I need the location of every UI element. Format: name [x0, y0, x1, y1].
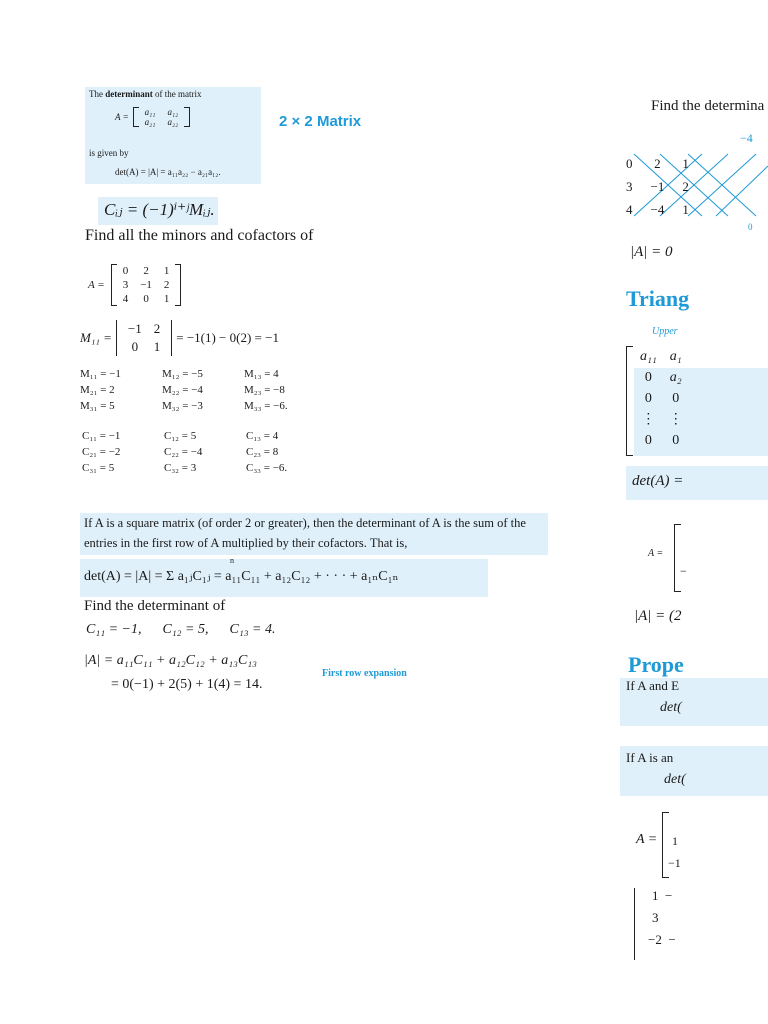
right-find-determinant: Find the determina — [651, 98, 765, 114]
first-row-expansion-tag: First row expansion — [322, 668, 407, 679]
minor-cell: 1 — [153, 339, 161, 354]
matrix-2x2 — [115, 107, 190, 127]
minor-value: M₁₃ = 4 — [244, 368, 279, 380]
minor-value: M₂₃ = −8 — [244, 384, 285, 396]
sum-upper-limit: n — [230, 556, 234, 565]
matrix-cell: 2 — [143, 265, 149, 277]
matrix-cell: 4 — [122, 293, 129, 305]
diag-cell: 0 — [626, 156, 633, 171]
minor-cell: −1 — [127, 321, 142, 336]
det-2x2-formula: det(A) = |A| = a₁₁a₂₂ − a₂₁a₁₂. — [115, 167, 221, 177]
definition-2x2-box — [85, 87, 261, 184]
entry-a11: a₁₁ — [144, 107, 156, 117]
upper-triangular-label: Upper — [652, 326, 678, 337]
tri-cell: 0 — [644, 391, 652, 406]
second-a-row: −1 — [668, 856, 681, 870]
triangular-heading: Triang — [626, 286, 690, 311]
det-a-box — [626, 466, 768, 500]
minor-value: M₁₁ = −1 — [80, 368, 121, 380]
minor-value: M₂₂ = −4 — [162, 384, 203, 396]
minor-value: M₃₁ = 5 — [80, 400, 115, 412]
second-a-row: 1 — [672, 834, 678, 848]
partial-matrix-a — [648, 520, 768, 600]
find-minors-text: Find all the minors and cofactors of — [85, 227, 314, 244]
property-box-1 — [620, 678, 768, 726]
tri-cell: ⋮ — [641, 412, 656, 427]
diag-cell: 1 — [682, 156, 689, 171]
minor-value: M₃₂ = −3 — [162, 400, 203, 412]
minor-cell: 0 — [131, 339, 139, 354]
matrix-a-second — [632, 810, 768, 880]
def-prefix: The — [89, 89, 103, 99]
matrix-a-label: A = — [88, 279, 105, 291]
diagonal-method — [612, 126, 768, 236]
entry-a12: a₁₂ — [167, 107, 179, 117]
cofactor-values-line: C₁₁ = −1, C₁₂ = 5, C₁₃ = 4. — [86, 622, 276, 637]
minor-value: M₃₃ = −6. — [244, 400, 288, 412]
tri-cell: a₂ — [669, 370, 682, 385]
det-expansion-line: |A| = a₁₁C₁₁ + a₁₂C₁₂ + a₁₃C₁₃ — [84, 653, 258, 668]
tri-cell: a₁₁ — [640, 349, 657, 364]
matrix-cell: 1 — [163, 293, 170, 305]
diag-cell: 2 — [654, 156, 661, 171]
minor-value: M₁₂ = −5 — [162, 368, 203, 380]
entry-a22: a₂₂ — [167, 117, 179, 127]
matrix-label: A = — [115, 112, 129, 122]
diagonal-matrix — [620, 152, 695, 221]
diag-cell: −4 — [650, 202, 665, 217]
diag-cell: −1 — [650, 179, 665, 194]
matrix-cell: 0 — [122, 265, 129, 277]
cofactor-value: C₃₂ = 3 — [164, 462, 197, 474]
property-1-text: If A and E — [626, 678, 680, 693]
matrix-cell: 0 — [143, 293, 149, 305]
tri-cell: 0 — [644, 370, 652, 385]
det-zero-line: |A| = 0 — [630, 244, 673, 260]
expansion-theorem: If A is a square matrix (of order 2 or greater), then the determinant of A is the sum of the entries in the first row of A multiplied by their cofactors. That is, — [80, 513, 548, 555]
tri-cell: 0 — [672, 391, 680, 406]
second-a-label: A = — [636, 832, 658, 847]
cofactor-value: C₁₂ = 5 — [164, 430, 197, 442]
cofactor-value: C₂₃ = 8 — [246, 446, 279, 458]
def-suffix: of the matrix — [155, 89, 202, 99]
tri-cell: ⋮ — [668, 412, 683, 427]
diagonal-top-value: −4 — [740, 131, 753, 145]
cofactors-table — [78, 428, 291, 476]
matrix-cell: 3 — [122, 279, 129, 291]
triangular-entries — [634, 346, 689, 451]
partial-a-label: A = — [648, 548, 664, 559]
tri-cell: 0 — [672, 433, 680, 448]
property-2-text: If A is an — [626, 750, 674, 765]
det-bar-row: 3 — [652, 910, 659, 925]
matrix-a — [88, 264, 181, 306]
m11-calculation — [80, 320, 279, 356]
m11-label: M₁₁ = — [80, 330, 112, 345]
m11-result: = −1(1) − 0(2) = −1 — [176, 330, 279, 345]
matrix-cell: −1 — [140, 279, 152, 291]
given-by-text: is given by — [89, 148, 129, 158]
tri-cell: 0 — [644, 433, 652, 448]
cofactor-value: C₁₃ = 4 — [246, 430, 279, 442]
diagonal-bottom-value: 0 — [748, 222, 753, 232]
minor-cell: 2 — [153, 321, 161, 336]
cofactor-value: C₃₁ = 5 — [82, 462, 115, 474]
det-result-line: = 0(−1) + 2(5) + 1(4) = 14. — [111, 677, 263, 692]
cofactor-value: C₂₂ = −4 — [164, 446, 203, 458]
property-1-formula: det( — [660, 700, 682, 715]
property-box-2 — [620, 746, 768, 796]
det-a-text: det(A) = — [632, 473, 684, 489]
triangular-matrix — [626, 346, 768, 456]
diag-cell: 3 — [626, 179, 633, 194]
minor-value: M₂₁ = 2 — [80, 384, 115, 396]
cofactor-value: C₃₃ = −6. — [246, 462, 288, 474]
definition-intro — [89, 89, 202, 99]
right-column — [612, 90, 768, 960]
det-partial-line: |A| = (2 — [634, 608, 682, 624]
expansion-formula: det(A) = |A| = Σ a₁ⱼC₁ⱼ = a₁₁C₁₁ + a₁₂C₁₂ + · · · + a₁ₙC₁ₙ — [84, 569, 399, 584]
determinant-bars — [634, 888, 768, 960]
tag-2x2-matrix: 2 × 2 Matrix — [279, 113, 362, 130]
property-2-formula: det( — [664, 772, 686, 787]
def-bold-word: determinant — [105, 89, 153, 99]
diag-cell: 1 — [682, 202, 689, 217]
matrix-cell: 2 — [163, 279, 170, 291]
properties-heading: Prope — [628, 652, 684, 677]
det-bar-row: 1 − — [652, 888, 673, 903]
diag-cell: 2 — [682, 179, 689, 194]
matrix-cell: 1 — [163, 265, 170, 277]
tri-cell: a₁ — [669, 349, 682, 364]
cofactor-value: C₁₁ = −1 — [82, 430, 121, 442]
entry-a21: a₂₁ — [144, 117, 156, 127]
cofactor-def-box — [98, 197, 218, 225]
cofactor-value: C₂₁ = −2 — [82, 446, 121, 458]
det-bar-row: −2 − — [648, 932, 676, 947]
minors-table — [76, 366, 292, 414]
partial-a-row: − — [680, 564, 687, 578]
cofactor-definition: Cᵢⱼ = (−1)ⁱ⁺ʲMᵢⱼ. — [104, 200, 215, 219]
expansion-formula-box — [80, 556, 488, 597]
find-determinant-text: Find the determinant of — [84, 598, 226, 614]
diag-cell: 4 — [626, 202, 633, 217]
